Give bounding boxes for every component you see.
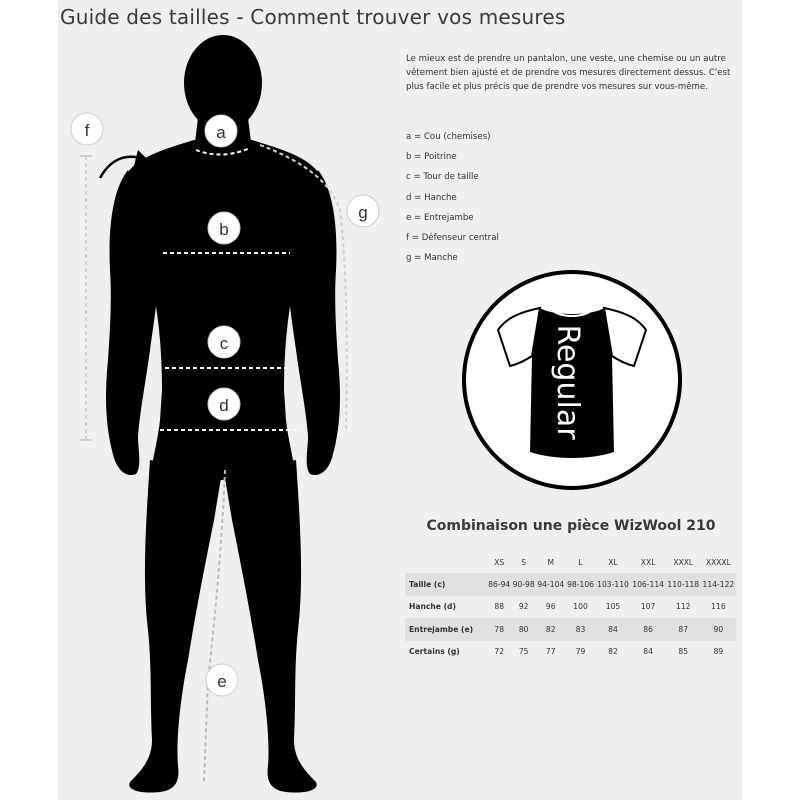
table-row <box>405 573 736 596</box>
marker-d <box>208 388 240 420</box>
column-header: S <box>521 557 527 567</box>
column-header: XL <box>608 557 618 567</box>
table-cell: 114-122 <box>701 573 736 596</box>
marker-b <box>208 212 240 244</box>
row-label: Entrejambe (e) <box>405 618 487 641</box>
legend-item: e = Entrejambe <box>406 212 474 223</box>
table-corner <box>405 551 487 573</box>
marker-f <box>71 113 103 145</box>
table-row <box>405 618 736 641</box>
svg-text:a: a <box>216 123 226 142</box>
legend-item: d = Hanche <box>406 192 457 203</box>
table-cell: 107 <box>640 602 656 612</box>
table-cell: 106-114 <box>631 573 666 596</box>
table-cell: 90-98 <box>511 573 535 596</box>
table-cell: 87 <box>666 618 701 641</box>
table-cell: 103-110 <box>595 573 630 596</box>
table-cell: 82 <box>536 618 566 641</box>
table-cell: 90 <box>701 618 736 641</box>
page-title: Guide des tailles - Comment trouver vos mesures <box>60 5 566 29</box>
row-label: Certains (g) <box>409 647 460 657</box>
table-row <box>405 596 736 619</box>
table-cell: 75 <box>518 647 529 657</box>
table-cell: 96 <box>545 602 556 612</box>
legend-item: g = Manche <box>406 253 458 264</box>
column-header: XXXL <box>673 557 694 567</box>
table-cell: 86 <box>631 618 666 641</box>
table-cell: 94-104 <box>536 573 566 596</box>
column-header: L <box>578 557 583 567</box>
row-label: Taille (c) <box>405 573 487 596</box>
svg-text:g: g <box>358 203 368 222</box>
table-cell: 77 <box>545 647 556 657</box>
legend-item: b = Poitrine <box>406 152 457 163</box>
svg-text:d: d <box>219 396 229 415</box>
table-cell: 72 <box>494 647 505 657</box>
size-table <box>405 551 736 663</box>
table-cell: 85 <box>678 647 689 657</box>
table-cell: 83 <box>566 618 596 641</box>
table-cell: 84 <box>643 647 653 657</box>
regular-fit-badge <box>460 268 684 492</box>
column-header: M <box>547 557 555 567</box>
marker-e <box>206 664 238 696</box>
svg-text:b: b <box>219 220 229 239</box>
table-cell: 82 <box>608 647 618 657</box>
column-header: XXL <box>640 557 656 567</box>
legend-item: f = Défenseur central <box>406 232 499 243</box>
marker-a <box>205 115 237 147</box>
table-cell: 84 <box>595 618 630 641</box>
svg-text:e: e <box>217 672 227 691</box>
svg-text:c: c <box>219 334 229 353</box>
table-cell: 98-106 <box>566 573 596 596</box>
table-cell: 89 <box>713 647 724 657</box>
table-cell: 110-118 <box>666 573 701 596</box>
legend-item: c = Tour de taille <box>406 172 479 183</box>
table-cell: 100 <box>573 602 588 612</box>
measurement-legend <box>406 130 499 271</box>
table-cell: 105 <box>605 602 621 612</box>
column-header: XS <box>494 557 505 567</box>
table-row <box>405 641 736 664</box>
row-label: Hanche (d) <box>409 602 456 612</box>
marker-g <box>347 195 379 227</box>
table-cell: 86-94 <box>487 573 511 596</box>
svg-text:f: f <box>84 121 90 140</box>
table-header-row <box>405 551 736 573</box>
table-cell: 80 <box>511 618 535 641</box>
intro-paragraph: Le mieux est de prendre un pantalon, une veste, une chemise ou un autre vêtement bien ajusté et de prendre vos mesures directement dessus. C'est plus facile et plus précis que de prendre vos mesures sur vous-même. <box>406 54 731 92</box>
table-cell: 78 <box>487 618 511 641</box>
table-cell: 92 <box>518 602 529 612</box>
table-cell: 88 <box>494 602 505 612</box>
legend-item: a = Cou (chemises) <box>406 132 491 142</box>
table-cell: 79 <box>575 647 586 657</box>
size-table-title: Combinaison une pièce WizWool 210 <box>426 518 716 534</box>
column-header: XXXXL <box>705 557 731 567</box>
marker-c <box>208 326 240 358</box>
table-cell: 112 <box>676 602 691 612</box>
table-cell: 116 <box>711 602 726 612</box>
body-measurement-figure <box>58 0 388 800</box>
shirt-label: Regular <box>550 324 585 440</box>
